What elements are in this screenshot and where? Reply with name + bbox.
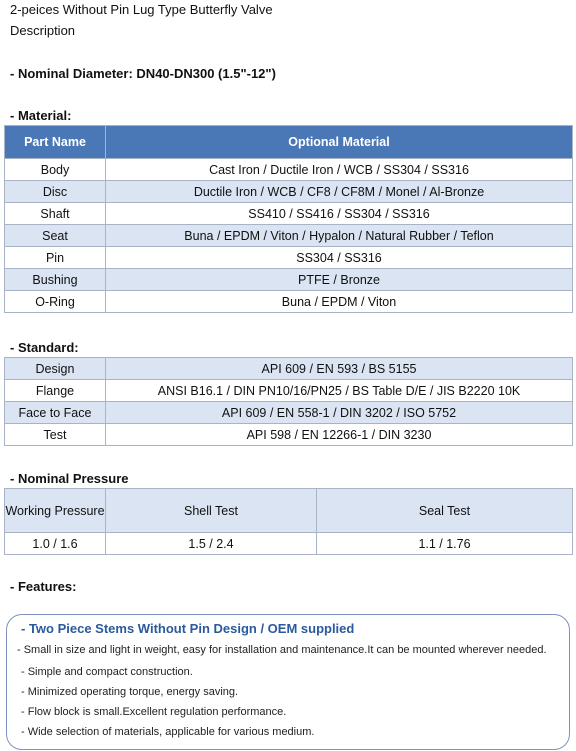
table-row — [5, 402, 573, 424]
feature-item: - Wide selection of materials, applicable for various medium. — [21, 726, 315, 738]
standard-value: API 609 / EN 593 / BS 5155 — [106, 358, 573, 380]
table-row — [5, 380, 573, 402]
pressure-header-shell: Shell Test — [106, 489, 317, 533]
feature-item: - Small in size and light in weight, easy for installation and maintenance.It can be mounted wherever needed. — [17, 644, 547, 656]
part-name: Body — [5, 159, 106, 181]
part-name: O-Ring — [5, 291, 106, 313]
page-title: 2-peices Without Pin Lug Type Butterfly Valve — [10, 2, 273, 17]
material-value: SS410 / SS416 / SS304 / SS316 — [106, 203, 573, 225]
pressure-header-seal: Seal Test — [317, 489, 573, 533]
pressure-shell-value: 1.5 / 2.4 — [106, 533, 317, 555]
pressure-working-value: 1.0 / 1.6 — [5, 533, 106, 555]
table-row — [5, 225, 573, 247]
standard-table — [4, 357, 573, 446]
part-name: Pin — [5, 247, 106, 269]
table-row — [5, 181, 573, 203]
pressure-header-working: Working Pressure — [5, 489, 106, 533]
standard-heading: - Standard: — [10, 340, 79, 355]
part-name: Shaft — [5, 203, 106, 225]
material-header-part: Part Name — [5, 126, 106, 159]
material-value: Cast Iron / Ductile Iron / WCB / SS304 / SS316 — [106, 159, 573, 181]
material-value: Buna / EPDM / Viton — [106, 291, 573, 313]
table-row — [5, 203, 573, 225]
standard-value: API 609 / EN 558-1 / DIN 3202 / ISO 5752 — [106, 402, 573, 424]
material-table — [4, 125, 573, 313]
feature-item: - Minimized operating torque, energy saving. — [21, 686, 239, 698]
standard-name: Design — [5, 358, 106, 380]
part-name: Bushing — [5, 269, 106, 291]
standard-name: Flange — [5, 380, 106, 402]
material-value: Ductile Iron / WCB / CF8 / CF8M / Monel / Al-Bronze — [106, 181, 573, 203]
material-value: PTFE / Bronze — [106, 269, 573, 291]
table-row — [5, 247, 573, 269]
part-name: Seat — [5, 225, 106, 247]
pressure-heading: - Nominal Pressure — [10, 471, 129, 486]
material-header-optional: Optional Material — [106, 126, 573, 159]
table-row — [5, 358, 573, 380]
table-row — [5, 269, 573, 291]
pressure-seal-value: 1.1 / 1.76 — [317, 533, 573, 555]
table-row — [5, 291, 573, 313]
pressure-table — [4, 488, 573, 555]
material-value: Buna / EPDM / Viton / Hypalon / Natural Rubber / Teflon — [106, 225, 573, 247]
table-row — [5, 489, 573, 533]
standard-name: Test — [5, 424, 106, 446]
material-value: SS304 / SS316 — [106, 247, 573, 269]
feature-item: - Simple and compact construction. — [21, 666, 193, 678]
feature-item: - Flow block is small.Excellent regulation performance. — [21, 706, 287, 718]
nominal-diameter: - Nominal Diameter: DN40-DN300 (1.5"-12") — [10, 66, 276, 81]
features-title: - Two Piece Stems Without Pin Design / OEM supplied — [21, 621, 355, 636]
features-heading: - Features: — [10, 579, 77, 594]
standard-name: Face to Face — [5, 402, 106, 424]
description-label: Description — [10, 23, 76, 38]
material-heading: - Material: — [10, 108, 72, 123]
standard-value: ANSI B16.1 / DIN PN10/16/PN25 / BS Table D/E / JIS B2220 10K — [106, 380, 573, 402]
features-box — [6, 614, 570, 750]
standard-value: API 598 / EN 12266-1 / DIN 3230 — [106, 424, 573, 446]
table-row — [5, 533, 573, 555]
table-row — [5, 424, 573, 446]
table-row — [5, 159, 573, 181]
part-name: Disc — [5, 181, 106, 203]
